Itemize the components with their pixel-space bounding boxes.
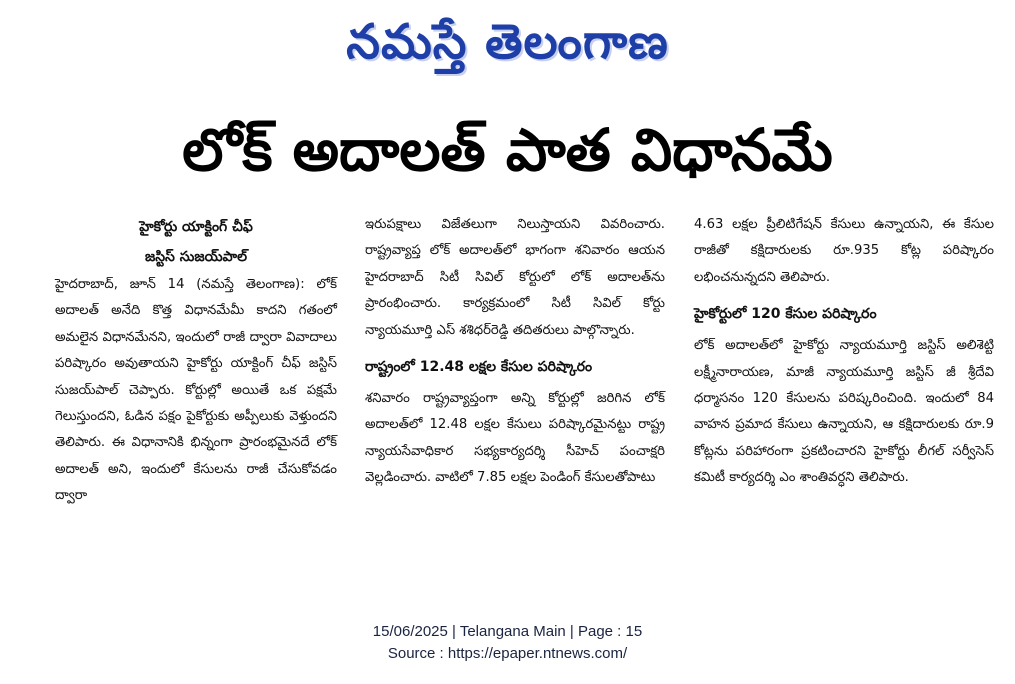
article-column-2	[365, 212, 665, 492]
column1-body: హైదరాబాద్, జూన్ 14 (నమస్తే తెలంగాణ): లోక్ అదాలత్ అనేది కొత్త విధానమేమీ కాదని గతంలో అమలైన విధానమేనని, ఇందులో రాజీ ద్వారా వివాదాలు పరిష్కారం అవుతాయని హైకోర్టు యాక్టింగ్ చీఫ్ జస్టిస్ సుజయ్‌పాల్ చెప్పారు. కోర్టుల్లో అయితే ఒక పక్షమే గెలుస్తుందని, ఓడిన పక్షం పైకోర్టుకు అప్పీలుకు వెళ్తుందని తెలిపారు. ఈ విధానానికి భిన్నంగా ప్రారంభమైనదే లోక్ అదాలత్ అని, ఇందులో కేసులను రాజీ చేసుకోవడం ద్వారా	[55, 277, 337, 504]
article-column-3	[694, 212, 994, 492]
article-column-1	[55, 212, 337, 510]
newspaper-logo: నమస్తే తెలంగాణ	[346, 13, 669, 70]
column1-subheading-2: జస్టిస్ సుజయ్‌పాల్	[144, 249, 248, 265]
footer-date-page: 15/06/2025 | Telangana Main | Page : 15	[372, 623, 643, 640]
column3-subheading: హైకోర్టులో 120 కేసుల పరిష్కారం	[694, 306, 877, 323]
column1-subheading-1: హైకోర్టు యాక్టింగ్ చీఫ్	[139, 219, 253, 235]
column3-body-1: 4.63 లక్షల ప్రీలిటిగేషన్ కేసులు ఉన్నాయని, ఈ కేసుల రాజీతో కక్షిదారులకు రూ.935 కోట్ల పరిష్కారం లభించనున్నదని తెలిపారు.	[694, 217, 994, 285]
column3-body-2: లోక్ అదాలత్‌లో హైకోర్టు న్యాయమూర్తి జస్టిస్ అలిశెట్టి లక్ష్మీనారాయణ, మాజీ న్యాయమూర్తి జస్టిస్ జీ శ్రీదేవి ధర్మాసనం 120 కేసులను పరిష్కరించింది. ఇందులో 84 వాహన ప్రమాద కేసులు ఉన్నాయని, ఆ కక్షిదారులకు రూ.9 కోట్లను పరిహారంగా ప్రకటించారని హైకోర్టు లీగల్ సర్వీసెస్ కమిటీ కార్యదర్శి ఎం శాంతివర్ధని తెలిపారు.	[694, 338, 994, 486]
masthead	[0, 0, 1015, 95]
column2-body-2: శనివారం రాష్ట్రవ్యాప్తంగా అన్ని కోర్టుల్లో జరిగిన లోక్ అదాలత్‌లో 12.48 లక్షల కేసులు పరిష్కారమైనట్టు రాష్ట్ర న్యాయసేవాధికార సభ్యకార్యదర్శి సీహెచ్ పంచాక్షరి వెల్లడించారు. వాటిలో 7.85 లక్షల పెండింగ్ కేసులతోపాటు	[365, 391, 665, 486]
footer-source: Source : https://epaper.ntnews.com/	[387, 645, 628, 662]
article-headline: లోక్ అదాలత్ పాత విధానమే	[182, 116, 833, 184]
column2-body-1: ఇరుపక్షాలు విజేతలుగా నిలుస్తాయని వివరించారు. రాష్ట్రవ్యాప్త లోక్ అదాలత్‌లో భాగంగా శనివారం ఆయన హైదరాబాద్ సిటీ సివిల్ కోర్టులో లోక్ అదాలత్‌ను ప్రారంభించారు. కార్యక్రమంలో సిటీ సివిల్ కోర్టు న్యాయమూర్తి ఎస్ శశిధర్‌రెడ్డి తదితరులు పాల్గొన్నారు.	[365, 217, 665, 338]
column2-subheading: రాష్ట్రంలో 12.48 లక్షల కేసుల పరిష్కారం	[365, 359, 593, 376]
